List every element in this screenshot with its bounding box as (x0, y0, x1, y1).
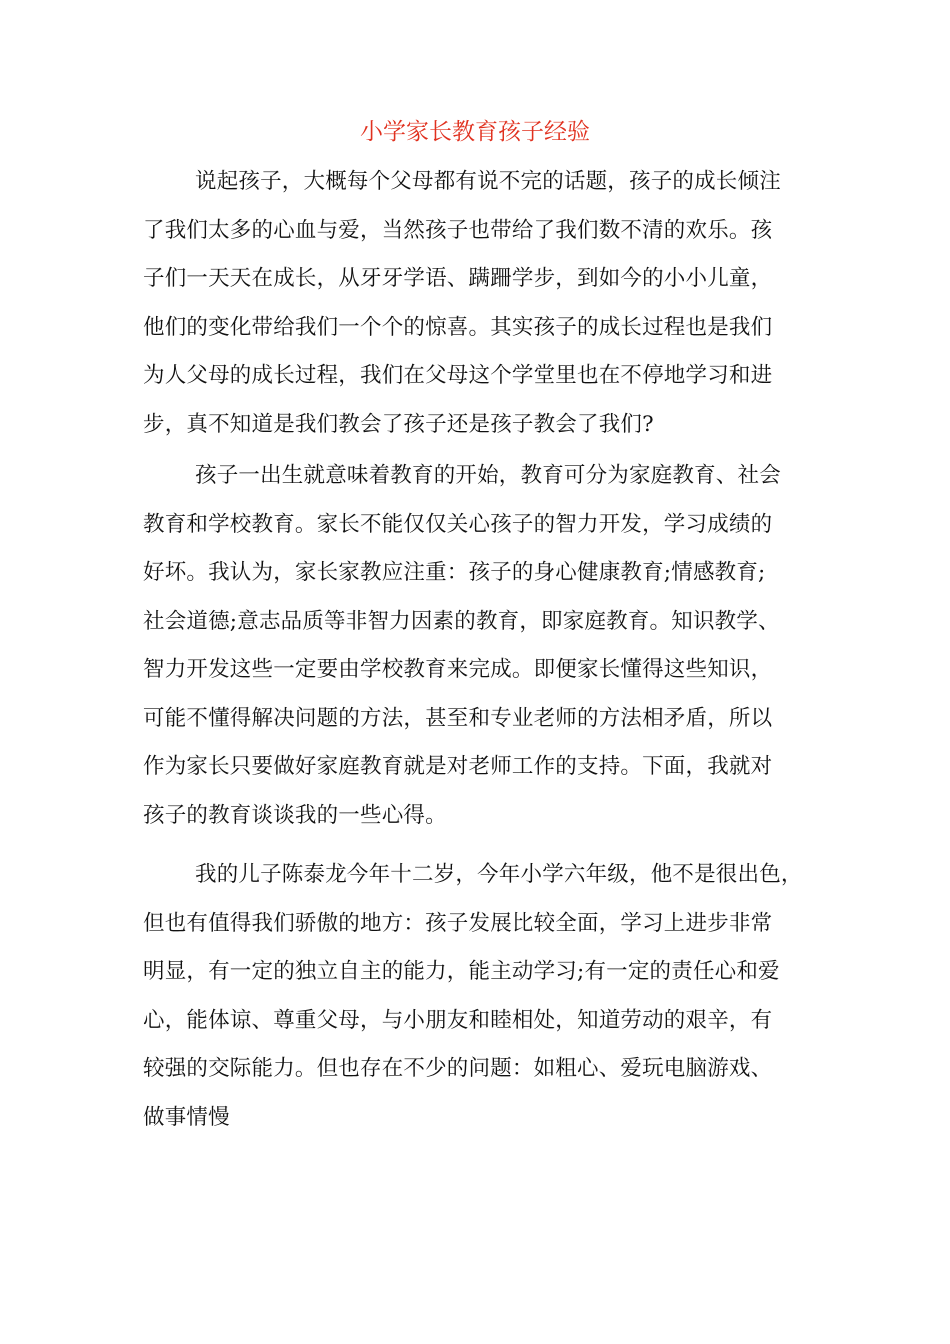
paragraph-line: 他们的变化带给我们一个个的惊喜。其实孩子的成长过程也是我们 (143, 314, 773, 340)
paragraph-line: 为人父母的成长过程，我们在父母这个学堂里也在不停地学习和进 (143, 363, 773, 388)
paragraph-1 (143, 158, 823, 449)
paragraph-line: 教育和学校教育。家长不能仅仅关心孩子的智力开发，学习成绩的 (143, 511, 773, 537)
paragraph-line: 孩子一出生就意味着教育的开始，教育可分为家庭教育、社会 (195, 463, 781, 488)
paragraph-line: 较强的交际能力。但也存在不少的问题：如粗心、爱玩电脑游戏、 (143, 1056, 773, 1081)
paragraph-2 (143, 452, 823, 840)
document-title: 小学家长教育孩子经验 (360, 119, 590, 145)
paragraph-3 (143, 851, 823, 1142)
paragraph-line: 我的儿子陈泰龙今年十二岁，今年小学六年级，他不是很出色， (195, 862, 803, 887)
paragraph-line: 说起孩子，大概每个父母都有说不完的话题，孩子的成长倾注 (195, 169, 781, 194)
paragraph-line: 社会道德;意志品质等非智力因素的教育，即家庭教育。知识教学、 (143, 608, 780, 634)
paragraph-line: 可能不懂得解决问题的方法，甚至和专业老师的方法相矛盾，所以 (143, 705, 773, 731)
paragraph-line: 明显，有一定的独立自主的能力，能主动学习;有一定的责任心和爱 (143, 959, 780, 984)
paragraph-line: 但也有值得我们骄傲的地方：孩子发展比较全面，学习上进步非常 (143, 910, 773, 936)
paragraph-line: 智力开发这些一定要由学校教育来完成。即便家长懂得这些知识， (143, 657, 773, 682)
paragraph-line: 作为家长只要做好家庭教育就是对老师工作的支持。下面，我就对 (143, 754, 773, 779)
paragraph-line: 孩子的教育谈谈我的一些心得。 (143, 802, 447, 828)
paragraph-line: 心，能体谅、尊重父母，与小朋友和睦相处，知道劳动的艰辛，有 (143, 1007, 773, 1033)
paragraph-line: 步，真不知道是我们教会了孩子还是孩子教会了我们? (143, 411, 654, 437)
paragraph-line: 好坏。我认为，家长家教应注重：孩子的身心健康教育;情感教育; (143, 560, 766, 585)
paragraph-line: 子们一天天在成长，从牙牙学语、蹒跚学步，到如今的小小儿童， (143, 266, 773, 291)
paragraph-line: 做事情慢 (143, 1104, 230, 1130)
paragraph-line: 了我们太多的心血与爱，当然孩子也带给了我们数不清的欢乐。孩 (143, 217, 773, 243)
